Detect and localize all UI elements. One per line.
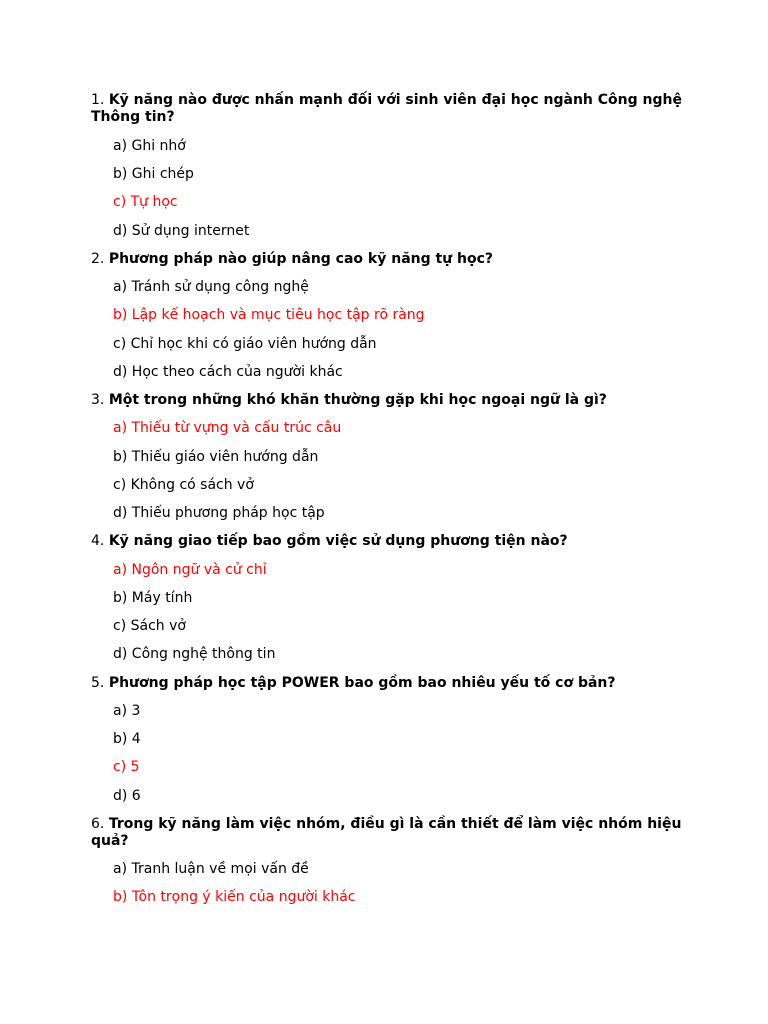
question-number: 6. bbox=[91, 816, 105, 832]
question-4 bbox=[91, 533, 691, 550]
question-text: Trong kỹ năng làm việc nhóm, điều gì là cần thiết để làm việc nhóm hiệu quả? bbox=[91, 816, 682, 849]
option-1a: a) Ghi nhớ bbox=[113, 138, 186, 154]
option-2c: c) Chỉ học khi có giáo viên hướng dẫn bbox=[113, 336, 377, 352]
question-text: Phương pháp nào giúp nâng cao kỹ năng tự học? bbox=[108, 251, 494, 267]
option-5c: c) 5 bbox=[113, 759, 140, 775]
option-2d: d) Học theo cách của người khác bbox=[113, 364, 343, 380]
option-6b: b) Tôn trọng ý kiến của người khác bbox=[113, 889, 356, 905]
option-1d: d) Sử dụng internet bbox=[113, 223, 250, 239]
question-6 bbox=[91, 816, 691, 850]
option-2b: b) Lập kế hoạch và mục tiêu học tập rõ ràng bbox=[113, 307, 425, 323]
option-4d: d) Công nghệ thông tin bbox=[113, 646, 276, 662]
question-5 bbox=[91, 675, 691, 692]
option-1b: b) Ghi chép bbox=[113, 166, 194, 182]
option-4c: c) Sách vở bbox=[113, 618, 186, 634]
question-3 bbox=[91, 392, 691, 409]
option-1c: c) Tự học bbox=[113, 194, 178, 210]
question-text: Phương pháp học tập POWER bao gồm bao nhiêu yếu tố cơ bản? bbox=[108, 675, 616, 691]
option-5b: b) 4 bbox=[113, 731, 141, 747]
option-3d: d) Thiếu phương pháp học tập bbox=[113, 505, 325, 521]
question-text: Một trong những khó khăn thường gặp khi học ngoại ngữ là gì? bbox=[108, 392, 607, 408]
option-5a: a) 3 bbox=[113, 703, 141, 719]
question-text: Kỹ năng giao tiếp bao gồm việc sử dụng phương tiện nào? bbox=[108, 533, 568, 549]
option-4b: b) Máy tính bbox=[113, 590, 193, 606]
question-number: 1. bbox=[91, 92, 105, 108]
question-number: 3. bbox=[91, 392, 105, 408]
option-3b: b) Thiếu giáo viên hướng dẫn bbox=[113, 449, 319, 465]
question-number: 2. bbox=[91, 251, 105, 267]
option-3a: a) Thiếu từ vựng và cấu trúc câu bbox=[113, 420, 342, 436]
question-number: 5. bbox=[91, 675, 105, 691]
option-4a: a) Ngôn ngữ và cử chỉ bbox=[113, 562, 267, 578]
option-2a: a) Tránh sử dụng công nghệ bbox=[113, 279, 309, 295]
question-2 bbox=[91, 251, 691, 268]
question-number: 4. bbox=[91, 533, 105, 549]
option-6a: a) Tranh luận về mọi vấn đề bbox=[113, 861, 309, 877]
option-3c: c) Không có sách vở bbox=[113, 477, 254, 493]
option-5d: d) 6 bbox=[113, 788, 141, 804]
question-1 bbox=[91, 92, 691, 126]
question-text: Kỹ năng nào được nhấn mạnh đối với sinh viên đại học ngành Công nghệ Thông tin? bbox=[91, 92, 682, 125]
